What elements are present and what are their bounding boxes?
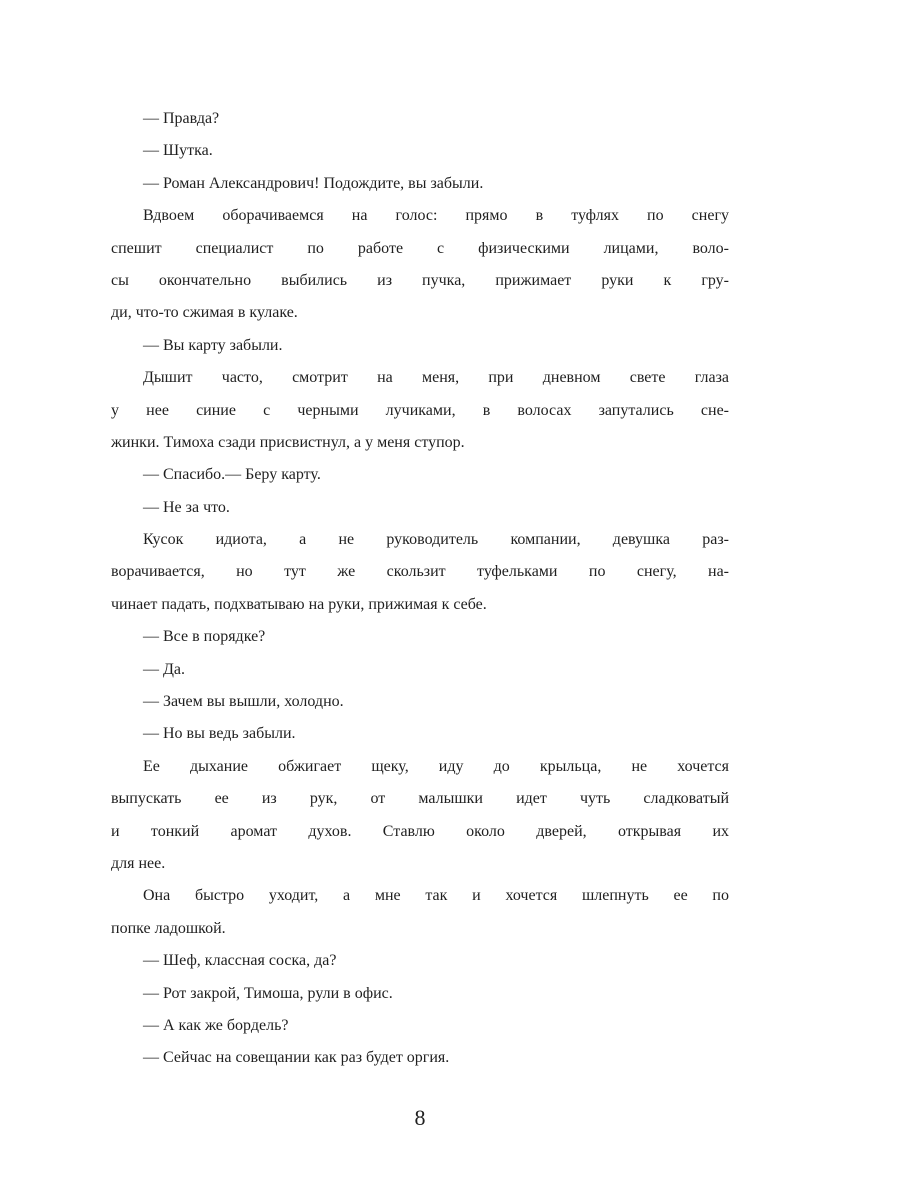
page-text (111, 110, 729, 1082)
text-line: — Сейчас на совещании как раз будет оргия. (143, 1049, 450, 1067)
text-line: попке ладошкой. (111, 919, 226, 937)
text-line: — Не за что. (143, 498, 230, 516)
text-line: ворачивается, но тут же скользит туфельками по снегу, на- (111, 563, 729, 581)
text-line: Ее дыхание обжигает щеку, иду до крыльца, не хочется (143, 757, 729, 775)
text-line: — Шутка. (143, 142, 213, 160)
text-line: для нее. (111, 854, 166, 872)
text-line: — Шеф, классная соска, да? (143, 952, 337, 970)
page-number: 8 (414, 1105, 426, 1130)
text-line: чинает падать, подхватываю на руки, прижимая к себе. (111, 595, 487, 613)
text-line: Она быстро уходит, а мне так и хочется шлепнуть ее по (143, 887, 729, 905)
text-line: — А как же бордель? (143, 1016, 289, 1034)
text-line: — Вы карту забыли. (143, 336, 283, 354)
text-line: жинки. Тимоха сзади присвистнул, а у меня ступор. (111, 433, 465, 451)
text-line: — Зачем вы вышли, холодно. (143, 693, 344, 711)
text-line: — Но вы ведь забыли. (143, 725, 296, 743)
text-line: — Да. (143, 660, 186, 678)
text-line: выпускать ее из рук, от малышки идет чуть сладковатый (111, 790, 729, 808)
text-line: — Роман Александрович! Подождите, вы забыли. (143, 174, 484, 192)
text-line: — Рот закрой, Тимоша, рули в офис. (143, 984, 393, 1002)
text-line: сы окончательно выбились из пучка, прижимает руки к гру- (111, 271, 729, 289)
text-line: — Правда? (143, 110, 220, 127)
text-line: спешит специалист по работе с физическими лицами, воло- (111, 239, 729, 257)
text-line: — Все в порядке? (143, 628, 266, 646)
text-line: ди, что-то сжимая в кулаке. (111, 304, 298, 322)
text-line: — Спасибо.— Беру карту. (143, 466, 321, 484)
text-line: Вдвоем оборачиваемся на голос: прямо в туфлях по снегу (143, 207, 729, 225)
text-line: и тонкий аромат духов. Ставлю около дверей, открывая их (111, 822, 729, 840)
text-line: у нее синие с черными лучиками, в волосах запутались сне- (111, 401, 729, 419)
text-line: Кусок идиота, а не руководитель компании, девушка раз- (143, 531, 729, 549)
text-line: Дышит часто, смотрит на меня, при дневном свете глаза (143, 369, 729, 387)
